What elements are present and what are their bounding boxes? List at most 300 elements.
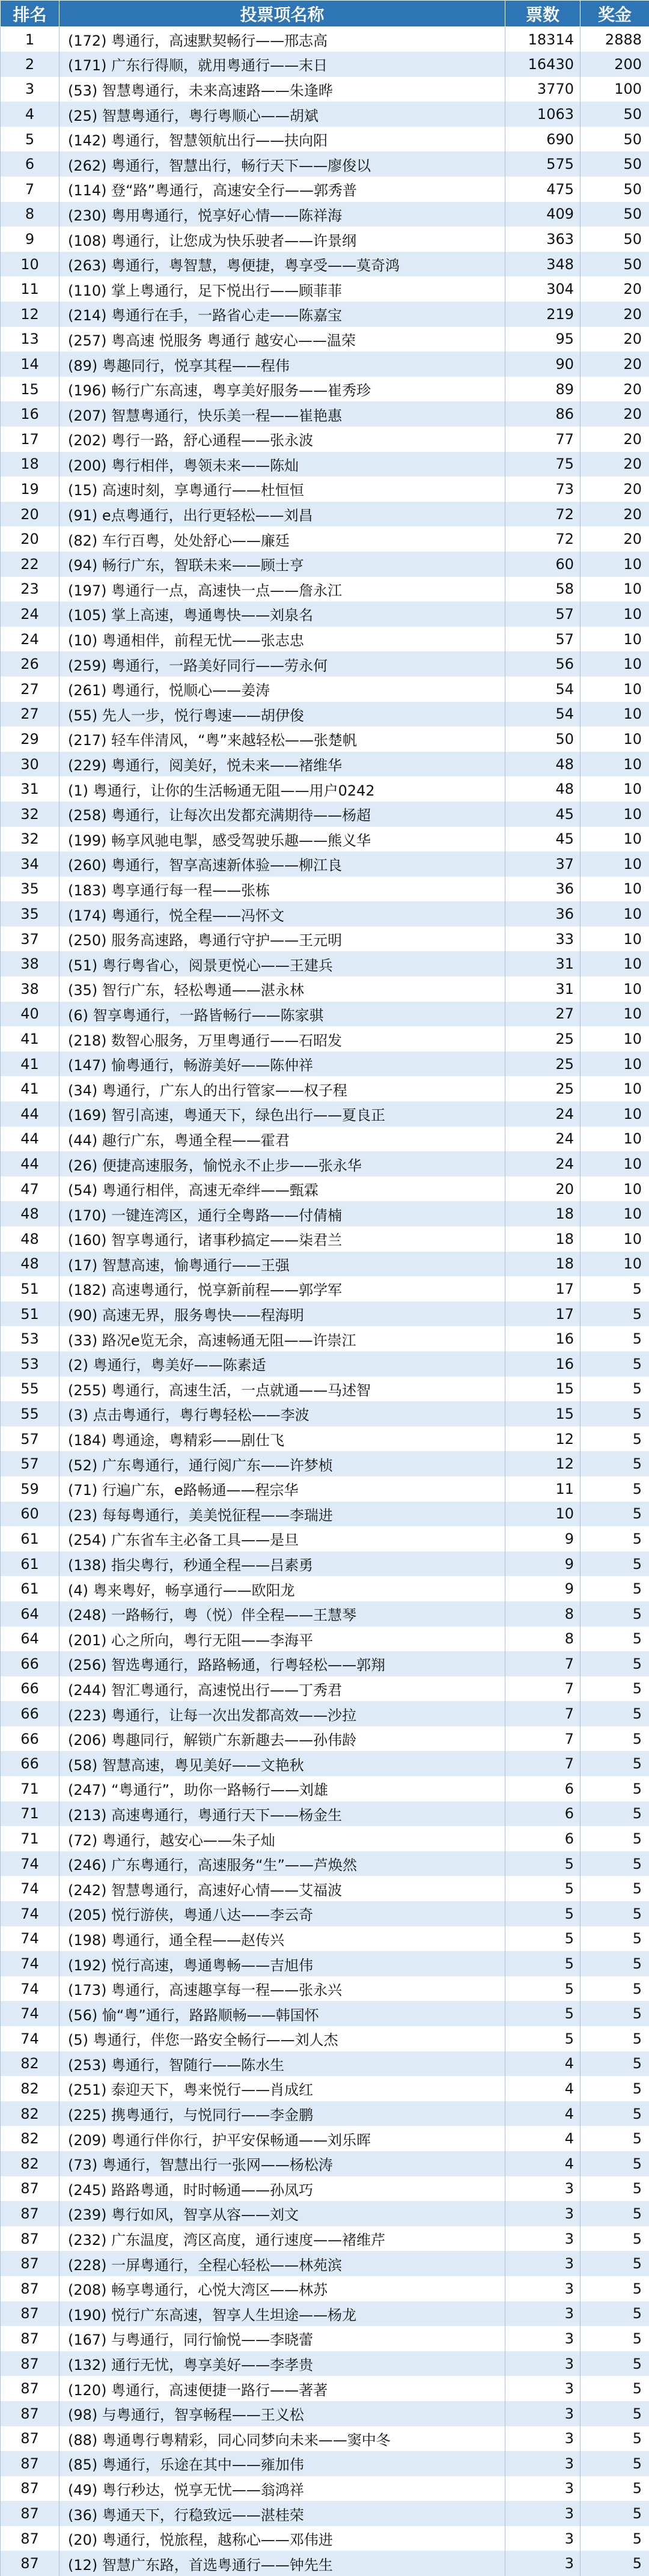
votes-cell: 9 (505, 1526, 580, 1551)
table-row (1, 477, 649, 502)
votes-cell: 3770 (505, 77, 580, 102)
prize-cell: 20 (580, 401, 649, 427)
rank-cell: 35 (1, 877, 59, 902)
votes-cell: 6 (505, 1826, 580, 1851)
votes-cell: 15 (505, 1377, 580, 1402)
rank-cell: 64 (1, 1627, 59, 1652)
name-cell: (44) 趣行广东，粤通全程——霍君 (59, 1127, 505, 1152)
name-cell: (6) 智享粤通行，一路皆畅行——陈家骐 (59, 1002, 505, 1027)
prize-cell: 5 (580, 2076, 649, 2101)
votes-cell: 24 (505, 1101, 580, 1127)
name-cell: (257) 粤高速 悦服务 粤通行 越安心——温荣 (59, 327, 505, 352)
votes-cell: 54 (505, 677, 580, 702)
name-cell: (53) 智慧粤通行，未来高速路——朱逢晔 (59, 77, 505, 102)
table-row (1, 2401, 649, 2426)
table-row (1, 2101, 649, 2127)
rank-cell: 74 (1, 1901, 59, 1926)
name-cell: (55) 先人一步，悦行粤速——胡伊俊 (59, 702, 505, 727)
votes-cell: 3 (505, 2476, 580, 2501)
table-row (1, 2126, 649, 2151)
name-cell: (110) 掌上粤通行，足下悦出行——顾菲菲 (59, 276, 505, 302)
name-cell: (147) 愉粤通行，畅游美好——陈仲祥 (59, 1052, 505, 1077)
name-cell: (228) 一屏粤通行，全程心轻松——林苑滨 (59, 2251, 505, 2276)
table-row (1, 702, 649, 727)
rank-cell: 74 (1, 1951, 59, 1976)
prize-cell: 5 (580, 2201, 649, 2226)
votes-cell: 9 (505, 1576, 580, 1601)
prize-cell: 10 (580, 726, 649, 752)
table-row (1, 202, 649, 227)
rank-cell: 41 (1, 1052, 59, 1077)
votes-cell: 4 (505, 2076, 580, 2101)
table-row (1, 1726, 649, 1752)
name-cell: (72) 粤通行，越安心——朱子灿 (59, 1826, 505, 1851)
prize-cell: 5 (580, 1776, 649, 1801)
name-cell: (120) 粤通行，高速便捷一路行——著著 (59, 2376, 505, 2401)
prize-cell: 5 (580, 1876, 649, 1901)
name-cell: (26) 便捷高速服务，愉悦永不止步——张永华 (59, 1151, 505, 1177)
rank-cell: 41 (1, 1076, 59, 1101)
table-row (1, 827, 649, 852)
prize-cell: 20 (580, 452, 649, 477)
rank-cell: 35 (1, 901, 59, 927)
rank-cell: 30 (1, 752, 59, 777)
rank-cell: 55 (1, 1377, 59, 1402)
name-cell: (209) 粤通行伴你行，护平安保畅通——刘乐晖 (59, 2126, 505, 2151)
prize-cell: 5 (580, 2101, 649, 2127)
votes-cell: 3 (505, 2526, 580, 2551)
votes-cell: 45 (505, 802, 580, 827)
votes-cell: 18 (505, 1226, 580, 1252)
rank-cell: 87 (1, 2251, 59, 2276)
votes-cell: 25 (505, 1026, 580, 1052)
prize-cell: 20 (580, 276, 649, 302)
name-cell: (208) 畅享粤通行，心悦大湾区——林苏 (59, 2276, 505, 2301)
votes-cell: 58 (505, 577, 580, 602)
table-row (1, 577, 649, 602)
name-cell: (10) 粤通相伴，前程无忧——张志忠 (59, 627, 505, 652)
table-row (1, 1701, 649, 1726)
votes-cell: 27 (505, 1002, 580, 1027)
prize-cell: 5 (580, 1951, 649, 1976)
prize-cell: 5 (580, 2451, 649, 2476)
prize-cell: 10 (580, 851, 649, 877)
table-row (1, 2051, 649, 2077)
votes-cell: 95 (505, 327, 580, 352)
table-row (1, 1926, 649, 1952)
table-row (1, 252, 649, 277)
name-cell: (58) 智慧高速，粤见美好——文艳秋 (59, 1751, 505, 1776)
name-cell: (202) 粤行一路，舒心通程——张永波 (59, 427, 505, 452)
name-cell: (36) 粤通天下，行稳致远——湛桂荣 (59, 2501, 505, 2526)
votes-cell: 25 (505, 1076, 580, 1101)
rank-cell: 71 (1, 1826, 59, 1851)
table-row (1, 851, 649, 877)
name-cell: (108) 粤通行，让您成为快乐驶者——许景纲 (59, 227, 505, 252)
table-row (1, 302, 649, 327)
votes-cell: 7 (505, 1651, 580, 1676)
rank-cell: 74 (1, 2001, 59, 2026)
name-cell: (89) 粤趣同行，悦享其程——程伟 (59, 352, 505, 377)
rank-cell: 15 (1, 377, 59, 402)
table-row (1, 1377, 649, 1402)
table-row (1, 1951, 649, 1976)
prize-cell: 10 (580, 1151, 649, 1177)
rank-cell: 66 (1, 1701, 59, 1726)
header-name: 投票项名称 (59, 1, 505, 27)
prize-cell: 5 (580, 1726, 649, 1752)
name-cell: (184) 粤通途，粤精彩——剧仕飞 (59, 1427, 505, 1452)
prize-cell: 5 (580, 2376, 649, 2401)
table-row (1, 1076, 649, 1101)
votes-cell: 3 (505, 2351, 580, 2377)
prize-cell: 5 (580, 1701, 649, 1726)
prize-cell: 20 (580, 477, 649, 502)
rank-cell: 51 (1, 1302, 59, 1327)
rank-cell: 74 (1, 1851, 59, 1877)
prize-cell: 10 (580, 901, 649, 927)
prize-cell: 20 (580, 302, 649, 327)
rank-cell: 87 (1, 2426, 59, 2452)
votes-cell: 7 (505, 1701, 580, 1726)
rank-cell: 66 (1, 1751, 59, 1776)
table-row (1, 1326, 649, 1351)
prize-cell: 10 (580, 927, 649, 952)
rank-cell: 82 (1, 2076, 59, 2101)
votes-cell: 31 (505, 976, 580, 1002)
table-row (1, 352, 649, 377)
rank-cell: 87 (1, 2376, 59, 2401)
name-cell: (200) 粤行相伴，粤领未来——陈灿 (59, 452, 505, 477)
table-row (1, 502, 649, 527)
votes-cell: 56 (505, 651, 580, 677)
rank-cell: 27 (1, 677, 59, 702)
rank-cell: 55 (1, 1401, 59, 1427)
rank-cell: 20 (1, 526, 59, 552)
table-row (1, 1052, 649, 1077)
votes-cell: 363 (505, 227, 580, 252)
rank-cell: 87 (1, 2401, 59, 2426)
name-cell: (246) 广东粤通行，高速服务“生”——芦焕然 (59, 1851, 505, 1877)
table-row (1, 2076, 649, 2101)
name-cell: (71) 行遍广东，e路畅通——程宗华 (59, 1476, 505, 1502)
table-row (1, 327, 649, 352)
prize-cell: 5 (580, 2176, 649, 2202)
table-row (1, 1627, 649, 1652)
table-row (1, 27, 649, 52)
rank-cell: 87 (1, 2501, 59, 2526)
name-cell: (253) 粤通行，智随行——陈水生 (59, 2051, 505, 2077)
rank-cell: 74 (1, 1876, 59, 1901)
table-row (1, 1502, 649, 1527)
name-cell: (160) 智享粤通行，诸事秒搞定——柒君兰 (59, 1226, 505, 1252)
rank-cell: 38 (1, 951, 59, 976)
table-row (1, 1526, 649, 1551)
table-header-row (1, 1, 649, 27)
prize-cell: 10 (580, 752, 649, 777)
rank-cell: 57 (1, 1427, 59, 1452)
prize-cell: 5 (580, 2526, 649, 2551)
votes-cell: 24 (505, 1127, 580, 1152)
votes-cell: 1063 (505, 102, 580, 127)
name-cell: (12) 智慧广东路，首选粤通行——钟先生 (59, 2551, 505, 2576)
name-cell: (198) 粤通行，通全程——赵传兴 (59, 1926, 505, 1952)
name-cell: (258) 粤通行，让每次出发都充满期待——杨超 (59, 802, 505, 827)
rank-cell: 22 (1, 552, 59, 577)
rank-cell: 38 (1, 976, 59, 1002)
rank-cell: 27 (1, 702, 59, 727)
name-cell: (205) 悦行游侠，粤通八达——李云奇 (59, 1901, 505, 1926)
rank-cell: 2 (1, 52, 59, 77)
votes-cell: 8 (505, 1601, 580, 1627)
name-cell: (170) 一键连湾区，通行全粤路——付倩楠 (59, 1201, 505, 1226)
rank-cell: 12 (1, 302, 59, 327)
name-cell: (261) 粤通行，悦顺心——姜涛 (59, 677, 505, 702)
table-row (1, 452, 649, 477)
prize-cell: 10 (580, 677, 649, 702)
votes-cell: 5 (505, 1951, 580, 1976)
name-cell: (239) 粤行如风，智享从容——刘文 (59, 2201, 505, 2226)
rank-cell: 6 (1, 151, 59, 177)
prize-cell: 50 (580, 202, 649, 227)
prize-cell: 50 (580, 127, 649, 152)
table-row (1, 1551, 649, 1577)
table-row (1, 976, 649, 1002)
rank-cell: 44 (1, 1101, 59, 1127)
rank-cell: 87 (1, 2276, 59, 2301)
table-row (1, 151, 649, 177)
rank-cell: 60 (1, 1502, 59, 1527)
rank-cell: 53 (1, 1326, 59, 1351)
name-cell: (33) 路况e览无余，高速畅通无阻——许崇江 (59, 1326, 505, 1351)
table-row (1, 1151, 649, 1177)
rank-cell: 17 (1, 427, 59, 452)
prize-cell: 5 (580, 1976, 649, 2002)
table-row (1, 1226, 649, 1252)
name-cell: (256) 智选粤通行，路路畅通，行粤轻松——郭翔 (59, 1651, 505, 1676)
name-cell: (196) 畅行广东高速，粤享美好服务——崔秀珍 (59, 377, 505, 402)
prize-cell: 5 (580, 2276, 649, 2301)
name-cell: (167) 与粤通行，同行愉悦——李晓蕾 (59, 2326, 505, 2351)
name-cell: (73) 粤通行，智慧出行一张网——杨松涛 (59, 2151, 505, 2176)
prize-cell: 5 (580, 1627, 649, 1652)
votes-cell: 89 (505, 377, 580, 402)
table-row (1, 2176, 649, 2202)
votes-cell: 72 (505, 502, 580, 527)
votes-cell: 37 (505, 851, 580, 877)
votes-cell: 5 (505, 1926, 580, 1952)
prize-cell: 5 (580, 1351, 649, 1377)
table-body (1, 27, 649, 2576)
name-cell: (98) 与粤通行，智享畅程——王义松 (59, 2401, 505, 2426)
name-cell: (142) 粤通行，智慧领航出行——扶向阳 (59, 127, 505, 152)
votes-cell: 3 (505, 2201, 580, 2226)
prize-cell: 10 (580, 776, 649, 802)
table-row (1, 1101, 649, 1127)
name-cell: (190) 悦行广东高速，智享人生坦途——杨龙 (59, 2301, 505, 2327)
votes-cell: 3 (505, 2376, 580, 2401)
rank-cell: 44 (1, 1151, 59, 1177)
votes-cell: 5 (505, 2001, 580, 2026)
name-cell: (232) 广东温度，湾区高度，通行速度——褚维芹 (59, 2226, 505, 2252)
rank-cell: 37 (1, 927, 59, 952)
prize-cell: 2888 (580, 27, 649, 52)
rank-cell: 82 (1, 2101, 59, 2127)
name-cell: (91) e点粤通行，出行更轻松——刘昌 (59, 502, 505, 527)
votes-cell: 409 (505, 202, 580, 227)
votes-cell: 31 (505, 951, 580, 976)
rank-cell: 64 (1, 1601, 59, 1627)
rank-cell: 13 (1, 327, 59, 352)
rank-cell: 34 (1, 851, 59, 877)
rank-cell: 82 (1, 2126, 59, 2151)
name-cell: (192) 悦行高速，粤通粤畅——吉旭伟 (59, 1951, 505, 1976)
prize-cell: 5 (580, 1502, 649, 1527)
votes-cell: 86 (505, 401, 580, 427)
prize-cell: 10 (580, 552, 649, 577)
name-cell: (172) 粤通行，高速默契畅行——邢志高 (59, 27, 505, 52)
table-row (1, 877, 649, 902)
rank-cell: 87 (1, 2551, 59, 2576)
prize-cell: 5 (580, 2026, 649, 2051)
prize-cell: 10 (580, 1101, 649, 1127)
votes-cell: 18 (505, 1201, 580, 1226)
table-row (1, 401, 649, 427)
name-cell: (214) 粤通行在手，一路省心走——陈嘉宝 (59, 302, 505, 327)
name-cell: (54) 粤通行相伴，高速无牵绊——甄霖 (59, 1177, 505, 1202)
prize-cell: 5 (580, 1901, 649, 1926)
name-cell: (260) 粤通行，智享高速新体验——柳江良 (59, 851, 505, 877)
rank-cell: 48 (1, 1252, 59, 1277)
table-row (1, 377, 649, 402)
name-cell: (2) 粤通行，粤美好——陈素适 (59, 1351, 505, 1377)
rank-cell: 87 (1, 2176, 59, 2202)
rank-cell: 61 (1, 1526, 59, 1551)
rank-cell: 87 (1, 2301, 59, 2327)
name-cell: (255) 粤通行，高速生活，一点就通——马述智 (59, 1377, 505, 1402)
votes-cell: 24 (505, 1151, 580, 1177)
rank-cell: 10 (1, 252, 59, 277)
name-cell: (250) 服务高速路，粤通行守护——王元明 (59, 927, 505, 952)
table-row (1, 1876, 649, 1901)
table-row (1, 677, 649, 702)
table-row (1, 1002, 649, 1027)
rank-cell: 71 (1, 1776, 59, 1801)
votes-cell: 77 (505, 427, 580, 452)
prize-cell: 10 (580, 1252, 649, 1277)
table-row (1, 1177, 649, 1202)
table-row (1, 1651, 649, 1676)
votes-cell: 5 (505, 1976, 580, 2002)
prize-cell: 10 (580, 976, 649, 1002)
votes-cell: 16 (505, 1351, 580, 1377)
rank-cell: 61 (1, 1551, 59, 1577)
prize-cell: 5 (580, 1451, 649, 1476)
name-cell: (3) 点击粤通行，粤行粤轻松——李波 (59, 1401, 505, 1427)
table-row (1, 1026, 649, 1052)
votes-cell: 6 (505, 1801, 580, 1827)
votes-cell: 3 (505, 2551, 580, 2576)
votes-cell: 690 (505, 127, 580, 152)
votes-cell: 304 (505, 276, 580, 302)
votes-cell: 36 (505, 901, 580, 927)
prize-cell: 5 (580, 1851, 649, 1877)
votes-cell: 73 (505, 477, 580, 502)
votes-cell: 17 (505, 1276, 580, 1302)
votes-cell: 3 (505, 2301, 580, 2327)
table-row (1, 2326, 649, 2351)
name-cell: (56) 愉“粤”通行，路路顺畅——韩国怀 (59, 2001, 505, 2026)
table-row (1, 2151, 649, 2176)
votes-cell: 25 (505, 1052, 580, 1077)
votes-cell: 5 (505, 1851, 580, 1877)
prize-cell: 50 (580, 102, 649, 127)
name-cell: (254) 广东省车主必备工具——是旦 (59, 1526, 505, 1551)
rank-cell: 87 (1, 2226, 59, 2252)
rank-cell: 53 (1, 1351, 59, 1377)
rank-cell: 66 (1, 1676, 59, 1702)
prize-cell: 20 (580, 352, 649, 377)
votes-cell: 15 (505, 1401, 580, 1427)
votes-cell: 54 (505, 702, 580, 727)
votes-cell: 219 (505, 302, 580, 327)
table-row (1, 77, 649, 102)
name-cell: (138) 指尖粤行，秒通全程——吕素勇 (59, 1551, 505, 1577)
votes-cell: 16430 (505, 52, 580, 77)
name-cell: (183) 粤享通行每一程——张栋 (59, 877, 505, 902)
rank-cell: 41 (1, 1026, 59, 1052)
name-cell: (20) 粤通行，悦旅程，越称心——邓伟进 (59, 2526, 505, 2551)
rank-cell: 31 (1, 776, 59, 802)
prize-cell: 10 (580, 1052, 649, 1077)
table-row (1, 2526, 649, 2551)
name-cell: (23) 每每粤通行，美美悦征程——李瑞进 (59, 1502, 505, 1527)
prize-cell: 5 (580, 1476, 649, 1502)
prize-cell: 5 (580, 2226, 649, 2252)
prize-cell: 5 (580, 1651, 649, 1676)
table-row (1, 227, 649, 252)
rank-cell: 57 (1, 1451, 59, 1476)
name-cell: (259) 粤通行，一路美好同行——劳永何 (59, 651, 505, 677)
rank-cell: 87 (1, 2526, 59, 2551)
prize-cell: 200 (580, 52, 649, 77)
prize-cell: 5 (580, 2401, 649, 2426)
table-row (1, 177, 649, 202)
rank-cell: 26 (1, 651, 59, 677)
votes-cell: 20 (505, 1177, 580, 1202)
name-cell: (169) 智引高速，粤通天下，绿色出行——夏良正 (59, 1101, 505, 1127)
table-row (1, 1451, 649, 1476)
prize-cell: 10 (580, 702, 649, 727)
votes-cell: 348 (505, 252, 580, 277)
table-row (1, 651, 649, 677)
rank-cell: 16 (1, 401, 59, 427)
prize-cell: 5 (580, 1427, 649, 1452)
votes-cell: 17 (505, 1302, 580, 1327)
prize-cell: 5 (580, 1326, 649, 1351)
votes-cell: 3 (505, 2501, 580, 2526)
name-cell: (247) “粤通行”，助你一路畅行——刘雄 (59, 1776, 505, 1801)
prize-cell: 5 (580, 1401, 649, 1427)
votes-cell: 10 (505, 1502, 580, 1527)
rank-cell: 29 (1, 726, 59, 752)
prize-cell: 50 (580, 151, 649, 177)
table-row (1, 1201, 649, 1226)
prize-cell: 10 (580, 627, 649, 652)
rank-cell: 1 (1, 27, 59, 52)
name-cell: (52) 广东粤通行，通行阅广东——许梦桢 (59, 1451, 505, 1476)
rank-cell: 59 (1, 1476, 59, 1502)
